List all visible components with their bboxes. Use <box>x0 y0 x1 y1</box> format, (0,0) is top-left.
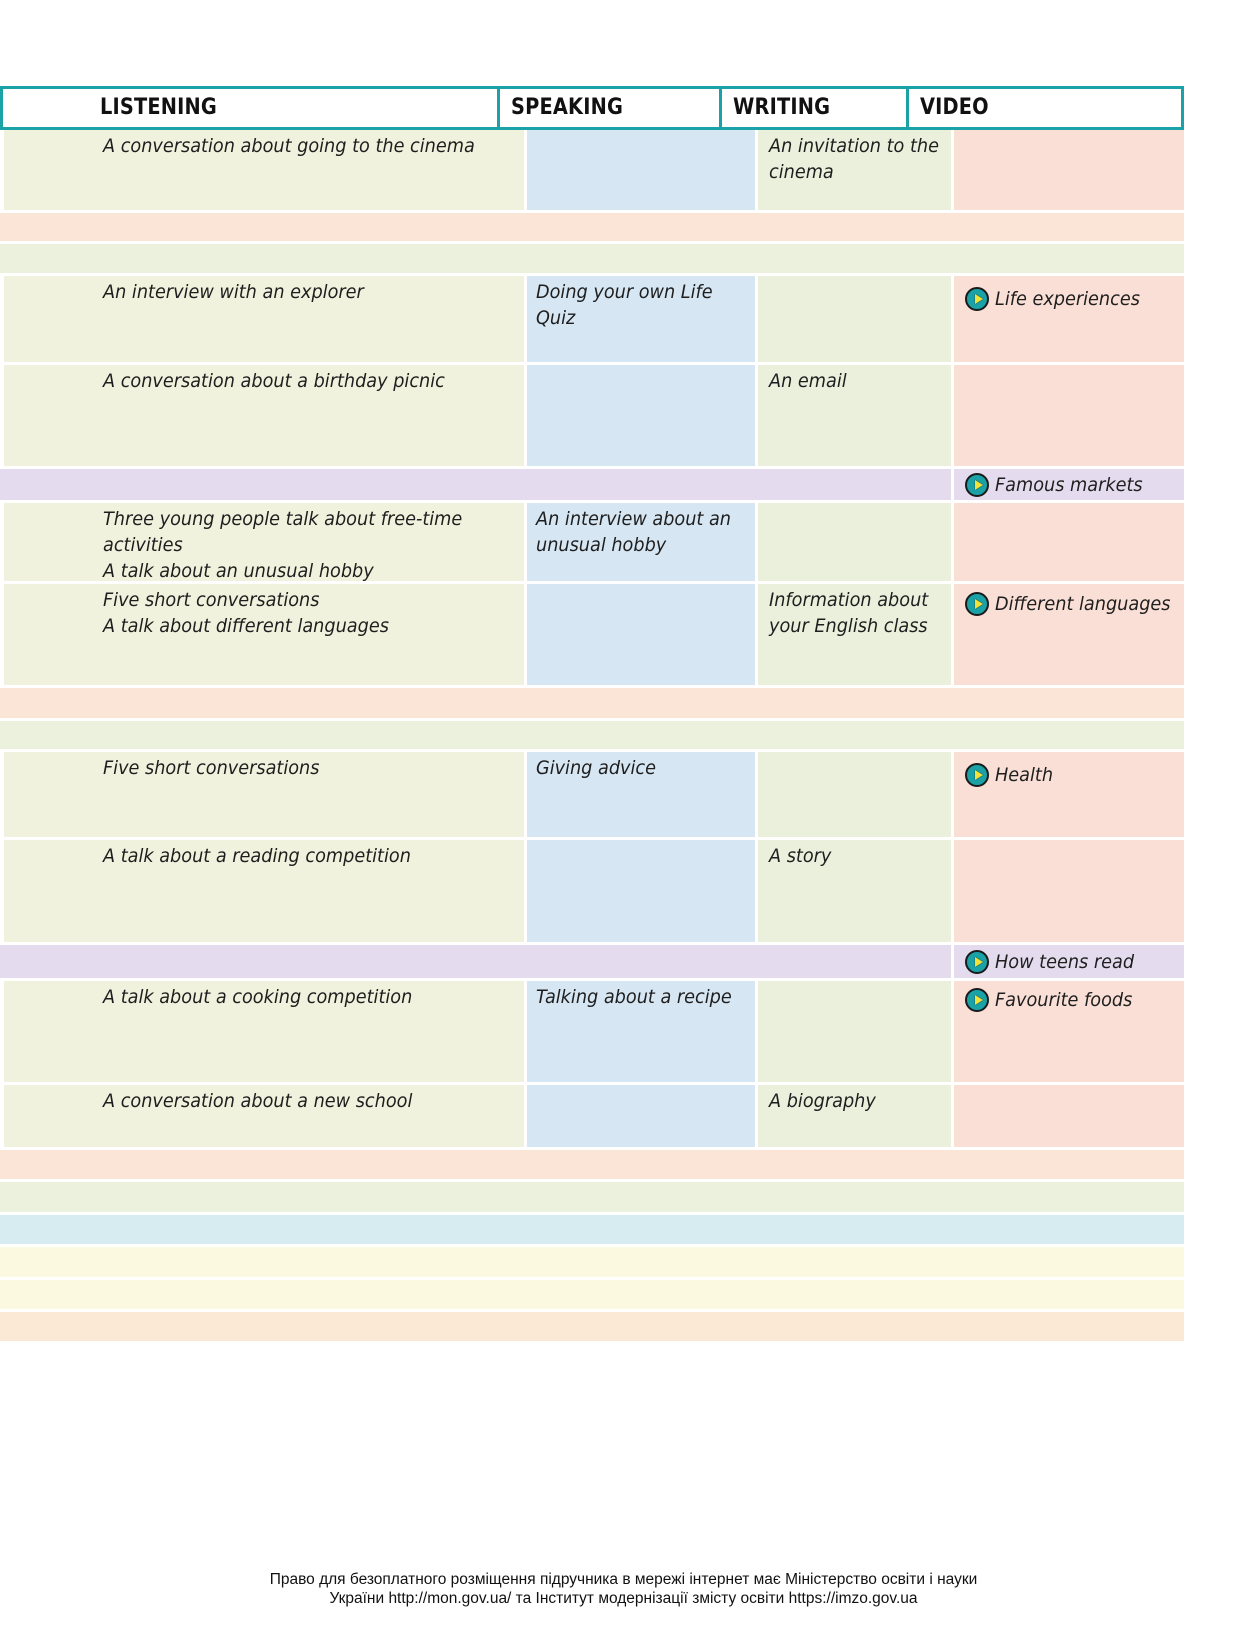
header-divider <box>497 89 500 127</box>
cream-band <box>0 1312 1184 1341</box>
header-speaking: SPEAKING <box>511 95 624 120</box>
band-row <box>0 721 1184 749</box>
writing-cell <box>758 752 951 837</box>
listening-text: Three young people talk about free-time <box>103 508 463 530</box>
speaking-text: Quiz <box>536 307 576 329</box>
listening-text: A conversation about a birthday picnic <box>103 370 445 392</box>
speaking-cell <box>527 981 755 1082</box>
play-circle-icon <box>965 988 989 1012</box>
header-divider <box>719 89 722 127</box>
speaking-cell <box>527 1085 755 1147</box>
listening-text: An interview with an explorer <box>103 281 364 303</box>
video-cell <box>954 840 1184 942</box>
band-row <box>0 213 1184 241</box>
cyan-band <box>0 1215 1184 1244</box>
writing-text: An email <box>769 370 847 392</box>
copyright-footer <box>0 1570 1247 1608</box>
play-circle-icon <box>965 950 989 974</box>
video-link[interactable] <box>965 762 1184 788</box>
video-cell <box>954 752 1184 837</box>
speaking-cell <box>527 276 755 362</box>
band-row <box>0 1150 1184 1179</box>
writing-text: An invitation to the <box>769 135 939 157</box>
listening-text: A talk about a reading competition <box>103 845 411 867</box>
writing-cell <box>758 276 951 362</box>
peach-band <box>0 1150 1184 1179</box>
writing-text: cinema <box>769 161 834 183</box>
listening-cell <box>4 840 524 942</box>
video-cell <box>954 469 1184 500</box>
listening-cell <box>4 365 524 466</box>
listening-cell <box>4 1085 524 1147</box>
video-label: Favourite foods <box>995 989 1133 1011</box>
listening-text: A talk about different languages <box>103 615 389 637</box>
writing-cell <box>758 130 951 210</box>
lilac-band <box>0 469 951 500</box>
table-row <box>0 469 1184 500</box>
footer-line: України http://mon.gov.ua/ та Інститут модернізації змісту освіти https://imzo.gov.ua <box>329 1590 918 1607</box>
band-row <box>0 1215 1184 1244</box>
table-row <box>0 752 1184 837</box>
listening-cell <box>4 276 524 362</box>
listening-text: activities <box>103 534 183 556</box>
band-row <box>0 1247 1184 1277</box>
header-video: VIDEO <box>920 95 989 120</box>
band-row <box>0 244 1184 273</box>
band-row <box>0 1182 1184 1212</box>
lilac-band <box>0 945 951 978</box>
writing-cell <box>758 503 951 581</box>
play-circle-icon <box>965 763 989 787</box>
listening-text: Five short conversations <box>103 589 320 611</box>
writing-cell <box>758 584 951 685</box>
video-label: Life experiences <box>995 288 1140 310</box>
listening-text: Five short conversations <box>103 757 320 779</box>
header-writing: WRITING <box>733 95 831 120</box>
video-label: Famous markets <box>995 474 1143 496</box>
video-label: Different languages <box>995 593 1171 615</box>
band-row <box>0 1312 1184 1341</box>
video-cell <box>954 365 1184 466</box>
play-circle-icon <box>965 592 989 616</box>
table-row <box>0 584 1184 685</box>
green-band <box>0 721 1184 749</box>
speaking-text: Doing your own Life <box>536 281 713 303</box>
table-row <box>0 945 1184 978</box>
speaking-cell <box>527 840 755 942</box>
listening-cell <box>4 752 524 837</box>
skills-table <box>0 86 1184 1341</box>
peach-band <box>0 688 1184 718</box>
video-cell <box>954 503 1184 581</box>
listening-cell <box>4 981 524 1082</box>
band-row <box>0 688 1184 718</box>
video-link[interactable] <box>965 591 1184 617</box>
video-cell <box>954 130 1184 210</box>
peach-band <box>0 213 1184 241</box>
video-cell <box>954 276 1184 362</box>
footer-line: Право для безоплатного розміщення підручника в мережі інтернет має Міністерство освіти і науки <box>269 1571 978 1588</box>
table-row <box>0 130 1184 210</box>
yellow-band <box>0 1247 1184 1277</box>
writing-text: your English class <box>769 615 928 637</box>
video-link[interactable] <box>965 987 1184 1013</box>
video-cell <box>954 981 1184 1082</box>
green-band <box>0 1182 1184 1212</box>
play-circle-icon <box>965 287 989 311</box>
video-cell <box>954 1085 1184 1147</box>
listening-text: A conversation about going to the cinema <box>103 135 475 157</box>
table-row <box>0 365 1184 466</box>
video-cell <box>954 584 1184 685</box>
table-row <box>0 276 1184 362</box>
speaking-text: unusual hobby <box>536 534 667 556</box>
table-header <box>0 86 1184 130</box>
video-link[interactable] <box>965 472 1184 498</box>
header-listening: LISTENING <box>100 95 217 120</box>
video-link[interactable] <box>965 949 1184 975</box>
table-row <box>0 1085 1184 1147</box>
speaking-cell <box>527 130 755 210</box>
video-label: How teens read <box>995 951 1135 973</box>
band-row <box>0 1280 1184 1309</box>
writing-text: Information about <box>769 589 929 611</box>
speaking-cell <box>527 503 755 581</box>
speaking-cell <box>527 365 755 466</box>
writing-text: A story <box>769 845 832 867</box>
writing-cell <box>758 981 951 1082</box>
listening-text: A conversation about a new school <box>103 1090 413 1112</box>
writing-cell <box>758 840 951 942</box>
speaking-text: Giving advice <box>536 757 656 779</box>
yellow-band <box>0 1280 1184 1309</box>
header-divider <box>906 89 909 127</box>
video-cell <box>954 945 1184 978</box>
speaking-text: Talking about a recipe <box>536 986 732 1008</box>
video-link[interactable] <box>965 286 1184 312</box>
green-band <box>0 244 1184 273</box>
listening-cell <box>4 130 524 210</box>
listening-cell <box>4 584 524 685</box>
speaking-text: An interview about an <box>536 508 732 530</box>
listening-text: A talk about an unusual hobby <box>103 560 374 582</box>
table-row <box>0 981 1184 1082</box>
listening-cell <box>4 503 524 581</box>
play-circle-icon <box>965 473 989 497</box>
speaking-cell <box>527 752 755 837</box>
video-label: Health <box>995 764 1054 786</box>
table-row <box>0 840 1184 942</box>
writing-cell <box>758 365 951 466</box>
writing-text: A biography <box>769 1090 876 1112</box>
writing-cell <box>758 1085 951 1147</box>
table-row <box>0 503 1184 581</box>
listening-text: A talk about a cooking competition <box>103 986 413 1008</box>
speaking-cell <box>527 584 755 685</box>
